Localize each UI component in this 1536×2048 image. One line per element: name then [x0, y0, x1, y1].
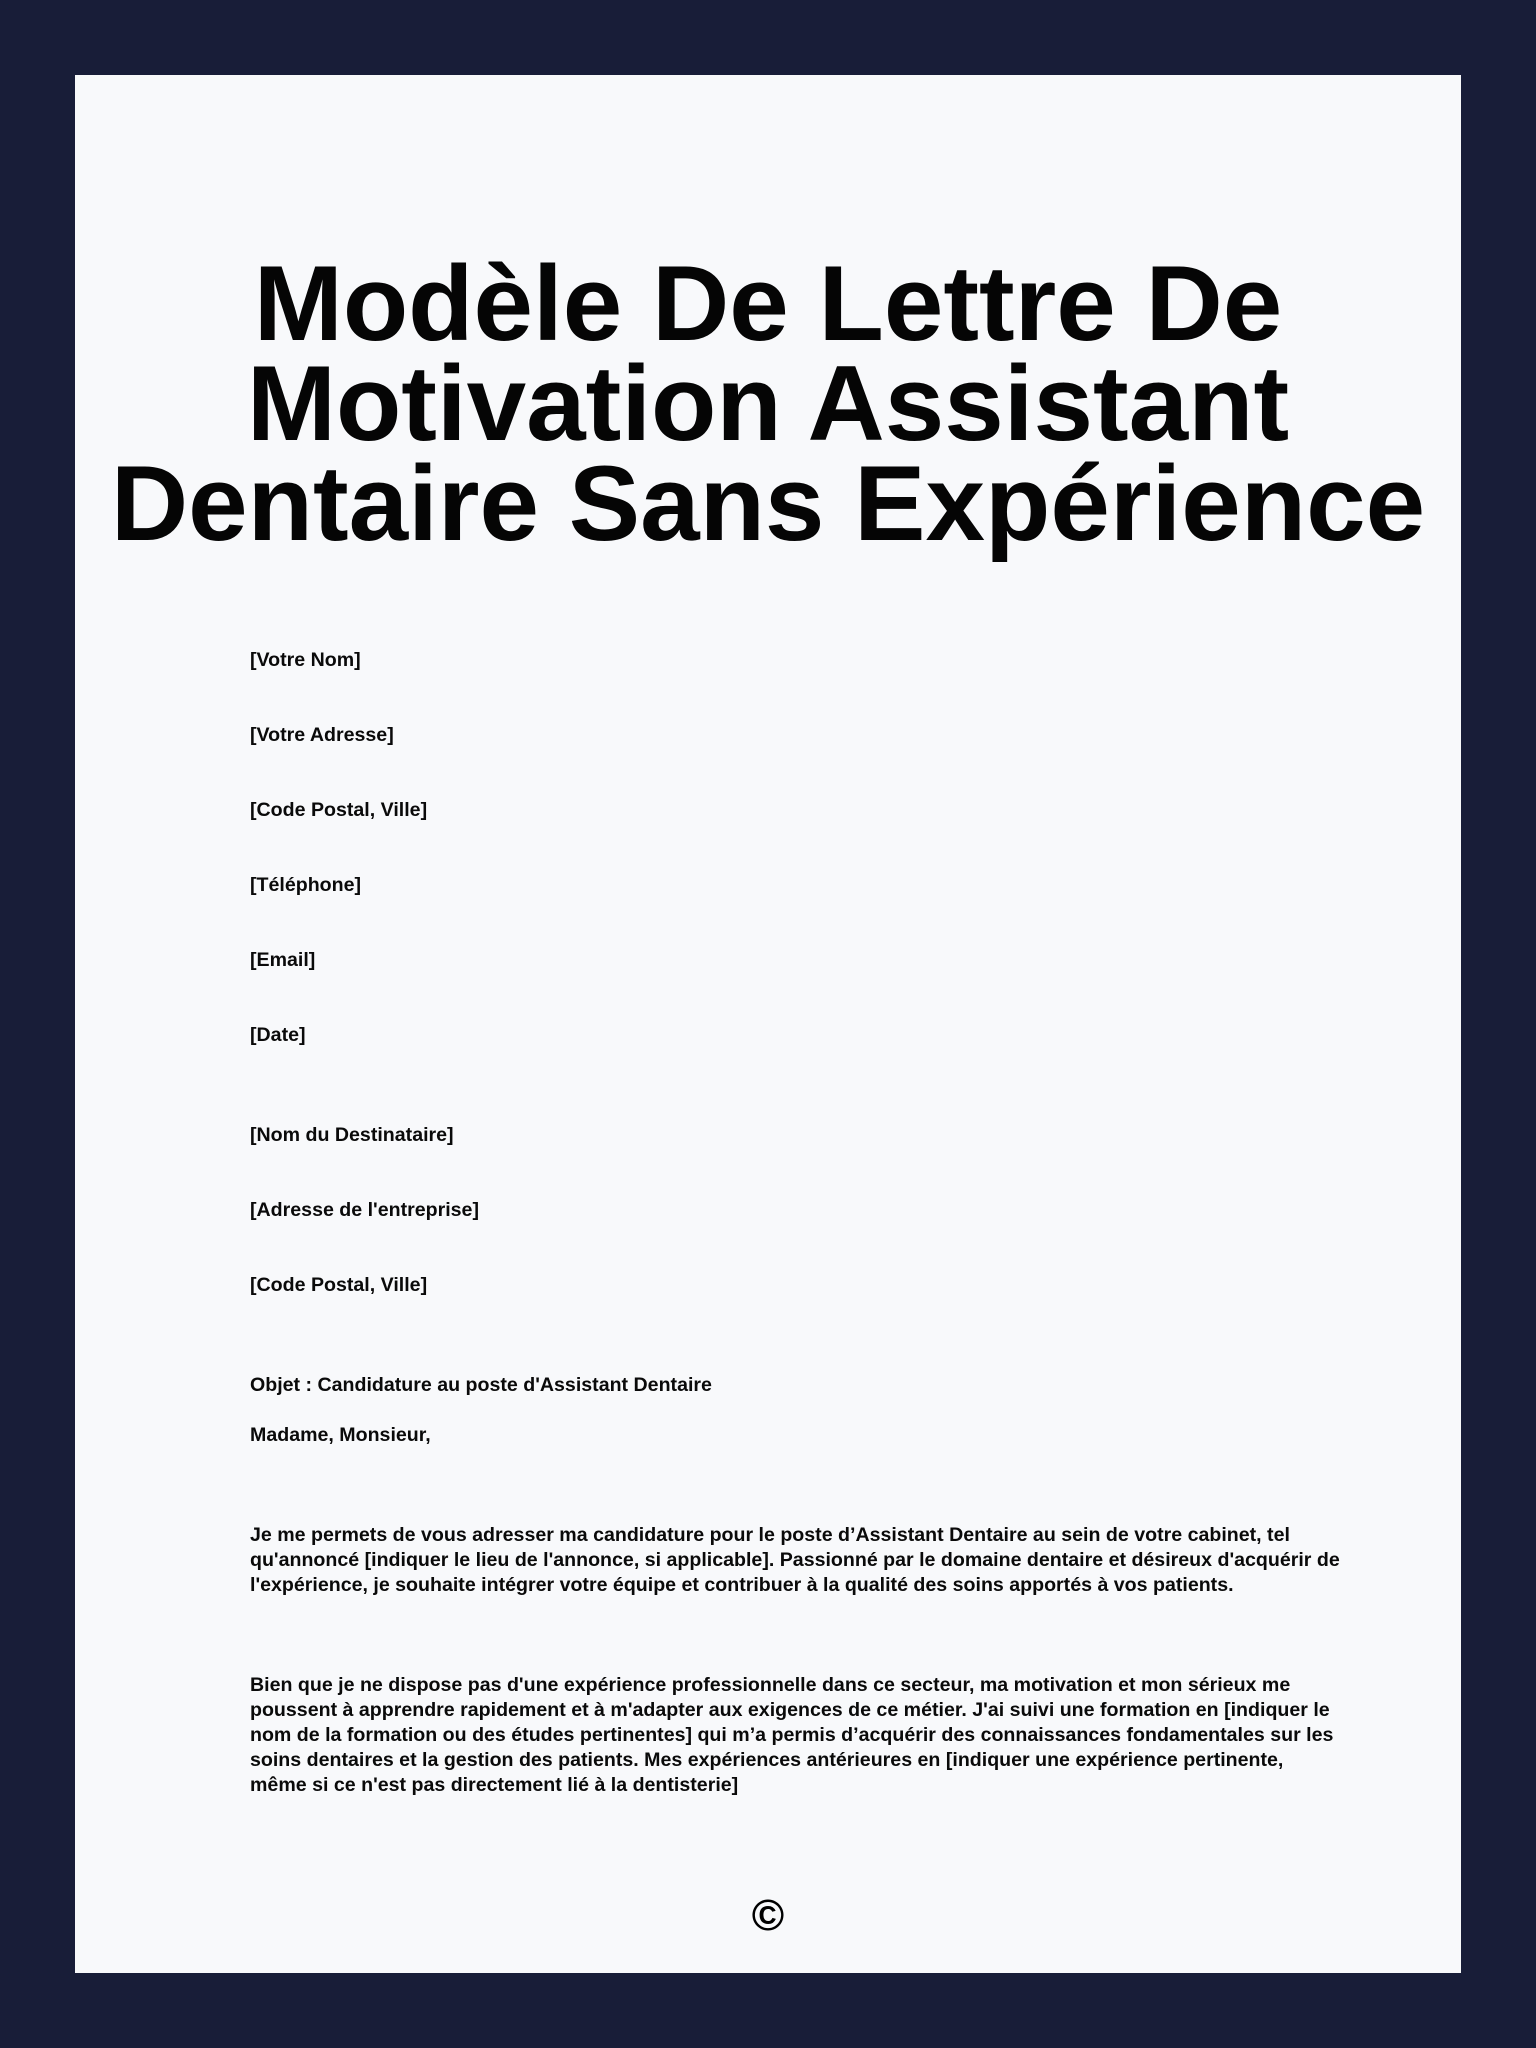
letter-paragraph: Je me permets de vous adresser ma candidature pour le poste d’Assistant Dentaire au sein de votre cabinet, tel qu'annoncé [indiquer le lieu de l'annonce, si applicable]. Passionné par le domaine dentaire et désireux d'acquérir de l'expérience, je souhaite intégrer votre équipe et contribuer à la qualité des soins apportés à vos patients. — [250, 1524, 1340, 1596]
letter-paragraph: Bien que je ne dispose pas d'une expérience professionnelle dans ce secteur, ma motivation et mon sérieux me poussent à apprendre rapidement et à m'adapter aux exigences de ce métier. J'ai suivi une formation en [indiquer le nom de la formation ou des études pertinentes] qui m’a permis d’acquérir des connaissances fondamentales sur les soins dentaires et la gestion des patients. Mes expériences antérieures en [indiquer une expérience pertinente, même si ce n'est pas directement lié à la dentisterie] — [250, 1674, 1334, 1796]
copyright-icon: © — [751, 1891, 785, 1940]
letter-page — [75, 75, 1461, 1973]
sender-address: [Votre Adresse] — [250, 724, 394, 746]
letter-body — [250, 648, 1340, 1798]
letter-date: [Date] — [250, 1024, 306, 1046]
sender-phone: [Téléphone] — [250, 874, 362, 896]
recipient-postal-city: [Code Postal, Ville] — [250, 1274, 428, 1296]
sender-name: [Votre Nom] — [250, 649, 361, 671]
letter-salutation: Madame, Monsieur, — [250, 1424, 431, 1446]
recipient-name: [Nom du Destinataire] — [250, 1124, 454, 1146]
letter-subject: Objet : Candidature au poste d'Assistant Dentaire — [250, 1374, 712, 1396]
sender-email: [Email] — [250, 949, 316, 971]
document-title: Modèle De Lettre De Motivation Assistant Dentaire Sans Expérience — [110, 243, 1426, 563]
recipient-address: [Adresse de l'entreprise] — [250, 1199, 479, 1221]
sender-postal-city: [Code Postal, Ville] — [250, 799, 428, 821]
